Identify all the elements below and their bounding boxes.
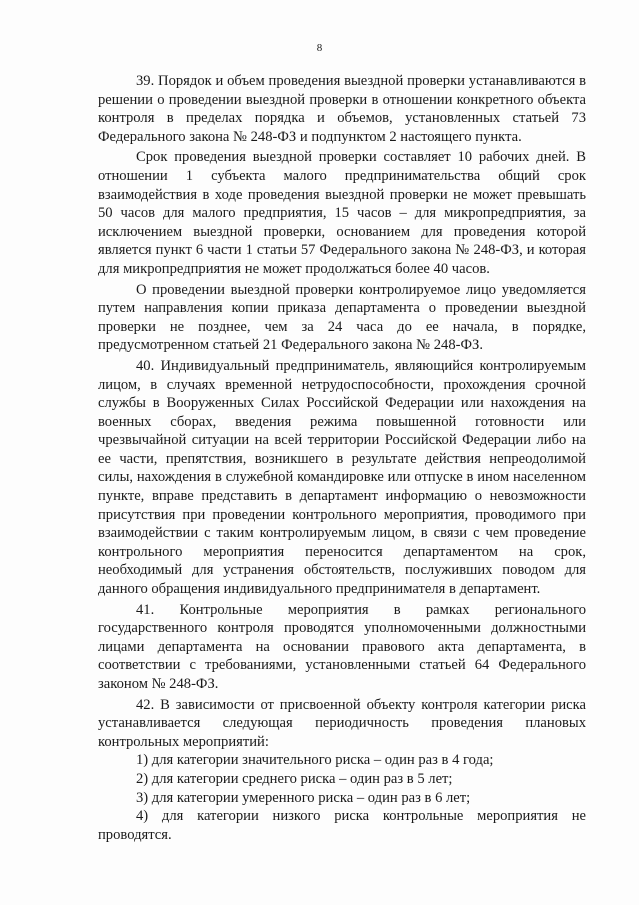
list-item-risk-significant: 1) для категории значительного риска – один раз в 4 года; bbox=[136, 752, 494, 769]
document-body bbox=[98, 72, 586, 844]
list-item-risk-medium: 2) для категории среднего риска – один раз в 5 лет; bbox=[136, 770, 453, 787]
list-item-risk-moderate: 3) для категории умеренного риска – один раз в 6 лет; bbox=[136, 789, 471, 806]
paragraph-42: 42. В зависимости от присвоенной объекту контроля категории риска устанавливается следующая периодичность проведения плановых контрольных мероприятий: bbox=[98, 696, 586, 750]
paragraph-39-term: Срок проведения выездной проверки составляет 10 рабочих дней. В отношении 1 субъекта малого предпринимательства общий срок взаимодействия в ходе проведения выездной проверки не может превышать 50 часов для малого предприятия, 15 часов – для микропредприятия, за исключением выездной проверки, основанием для проведения которой является пункт 6 части 1 статьи 57 Федерального закона № 248-ФЗ, и которая для микропредприятия не может продолжаться более 40 часов. bbox=[98, 149, 586, 277]
paragraph-41: 41. Контрольные мероприятия в рамках регионального государственного контроля проводятся уполномоченными должностными лицами департамента на основании правового акта департамента, в соответствии с требованиями, установленными статьей 64 Федерального законом № 248-ФЗ. bbox=[98, 601, 586, 692]
page-number: 8 bbox=[316, 42, 323, 54]
paragraph-39: 39. Порядок и объем проведения выездной проверки устанавливаются в решении о проведении выездной проверки в отношении конкретного объекта контроля в пределах порядка и объемов, установленных статьей 73 Федерального закона № 248-ФЗ и подпунктом 2 настоящего пункта. bbox=[98, 73, 586, 145]
paragraph-40: 40. Индивидуальный предприниматель, являющийся контролируемым лицом, в случаях временной нетрудоспособности, прохождения срочной службы в Вооруженных Силах Российской Федерации или нахождения на военных сборах, введения режима повышенной готовности или чрезвычайной ситуации на всей территории Российской Федерации либо на ее части, препятствия, возникшего в результате действия непреодолимой силы, нахождения в служебной командировке или отпуске в ином населенном пункте, вправе представить в департамент информацию о невозможности присутствия при проведении контрольного мероприятия, проводимого при взаимодействии с таким контролируемым лицом, в связи с чем проведение контрольного мероприятия переносится департаментом на срок, необходимый для устранения обстоятельств, послуживших поводом для данного обращения индивидуального предпринимателя в департамент. bbox=[98, 357, 586, 598]
list-item-risk-low: 4) для категории низкого риска контрольные мероприятия не проводятся. bbox=[98, 808, 586, 843]
paragraph-39-notice: О проведении выездной проверки контролируемое лицо уведомляется путем направления копии приказа департамента о проведении выездной проверки не позднее, чем за 24 часа до ее начала, в порядке, предусмотренном статьей 21 Федерального закона № 248-ФЗ. bbox=[98, 281, 586, 354]
